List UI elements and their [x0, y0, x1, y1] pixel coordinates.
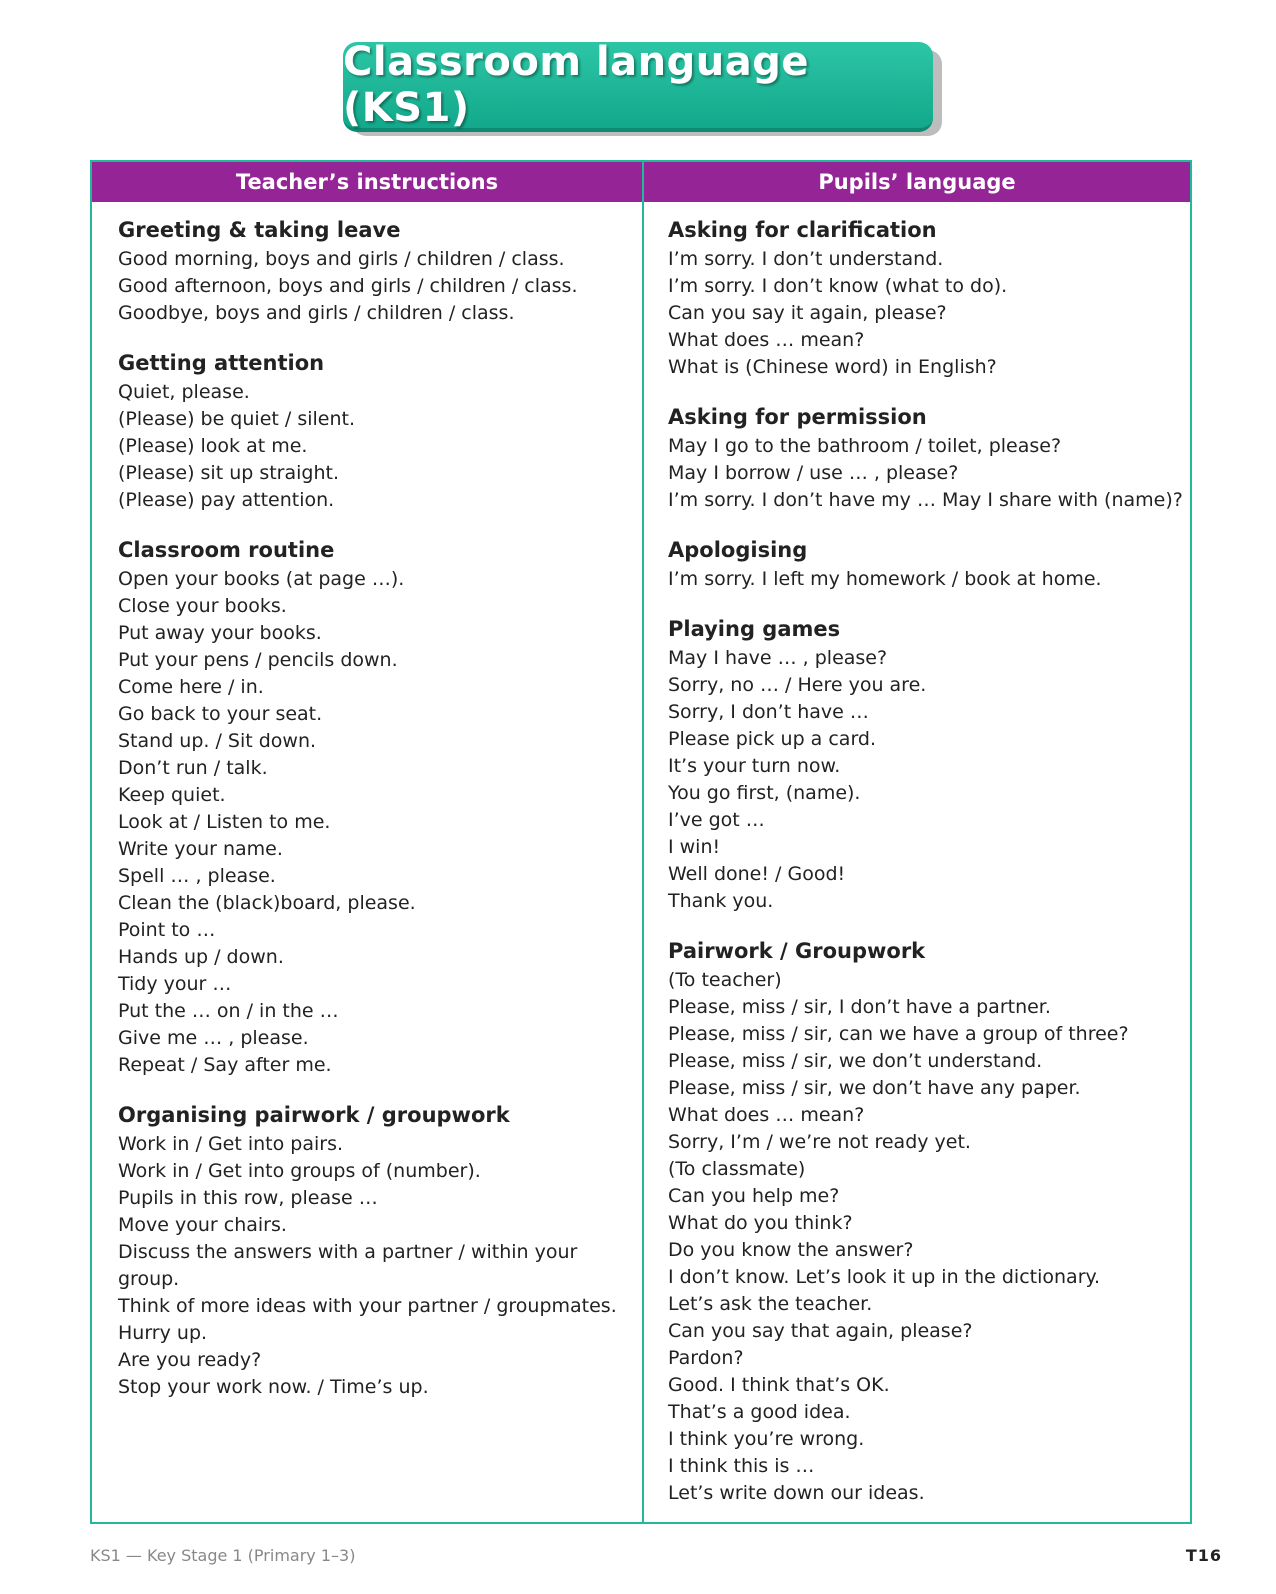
phrase-line: Look at / Listen to me.: [118, 811, 331, 833]
phrase-line: I win!: [668, 836, 721, 858]
footer-note: KS1 — Key Stage 1 (Primary 1–3): [90, 1546, 356, 1565]
phrase-line: Please, miss / sir, I don’t have a partner.: [668, 996, 1051, 1018]
phrase-line: Sorry, no … / Here you are.: [668, 674, 927, 696]
phrase-line: Move your chairs.: [118, 1214, 287, 1236]
phrase-line: What is (Chinese word) in English?: [668, 356, 997, 378]
phrase-line: Please, miss / sir, we don’t have any paper.: [668, 1077, 1081, 1099]
phrase-line: I don’t know. Let’s look it up in the dictionary.: [668, 1266, 1101, 1288]
phrase-line: What does … mean?: [668, 1104, 865, 1126]
phrase-line: Quiet, please.: [118, 381, 250, 403]
phrase-line: May I borrow / use … , please?: [668, 462, 959, 484]
section-title: Playing games: [668, 617, 841, 641]
section: [118, 534, 624, 1079]
section-title: Organising pairwork / groupwork: [118, 1103, 510, 1127]
phrase-line: Tidy your …: [118, 973, 232, 995]
teacher-instructions-column: [118, 214, 624, 1421]
phrase-line: It’s your turn now.: [668, 755, 841, 777]
section-title: Getting attention: [118, 351, 325, 375]
phrase-line: (Please) be quiet / silent.: [118, 408, 355, 430]
phrase-line: Sorry, I don’t have …: [668, 701, 869, 723]
phrase-line: Repeat / Say after me.: [118, 1054, 332, 1076]
phrase-line: Pardon?: [668, 1347, 744, 1369]
phrase-line: group.: [118, 1268, 180, 1290]
phrase-line: I’m sorry. I left my homework / book at home.: [668, 568, 1102, 590]
page-number: T16: [1185, 1546, 1222, 1565]
phrase-line: Clean the (black)board, please.: [118, 892, 416, 914]
language-table: [90, 160, 1192, 1524]
pupils-language-column: [668, 214, 1188, 1527]
phrase-line: May I have … , please?: [668, 647, 888, 669]
phrase-line: Stop your work now. / Time’s up.: [118, 1376, 429, 1398]
section-title: Pairwork / Groupwork: [668, 939, 926, 963]
phrase-line: Thank you.: [668, 890, 774, 912]
section: [118, 1099, 624, 1401]
phrase-line: Goodbye, boys and girls / children / class.: [118, 302, 515, 324]
phrase-line: Open your books (at page …).: [118, 568, 405, 590]
phrase-line: Point to …: [118, 919, 216, 941]
phrase-line: What does … mean?: [668, 329, 865, 351]
phrase-line: Keep quiet.: [118, 784, 226, 806]
phrase-line: (To teacher): [668, 969, 782, 991]
phrase-line: Discuss the answers with a partner / within your: [118, 1241, 578, 1263]
phrase-line: Don’t run / talk.: [118, 757, 268, 779]
phrase-line: I’m sorry. I don’t understand.: [668, 248, 944, 270]
phrase-line: Please, miss / sir, we don’t understand.: [668, 1050, 1043, 1072]
section-title: Asking for clarification: [668, 218, 937, 242]
section-title: Classroom routine: [118, 538, 335, 562]
phrase-line: Please, miss / sir, can we have a group of three?: [668, 1023, 1129, 1045]
phrase-line: Sorry, I’m / we’re not ready yet.: [668, 1131, 971, 1153]
phrase-line: Stand up. / Sit down.: [118, 730, 317, 752]
phrase-line: Please pick up a card.: [668, 728, 877, 750]
phrase-line: May I go to the bathroom / toilet, please?: [668, 435, 1062, 457]
phrase-line: (Please) pay attention.: [118, 489, 335, 511]
section: [668, 534, 1188, 593]
phrase-line: Put the … on / in the …: [118, 1000, 339, 1022]
phrase-line: I’m sorry. I don’t have my … May I share with (name)?: [668, 489, 1183, 511]
section: [118, 214, 624, 327]
section: [668, 401, 1188, 514]
phrase-line: Hurry up.: [118, 1322, 208, 1344]
phrase-line: Think of more ideas with your partner / groupmates.: [118, 1295, 617, 1317]
phrase-line: I’ve got …: [668, 809, 765, 831]
phrase-line: Come here / in.: [118, 676, 264, 698]
section-title: Asking for permission: [668, 405, 927, 429]
phrase-line: I think this is …: [668, 1455, 815, 1477]
teacher-column-header: Teacher’s instructions: [92, 162, 642, 202]
phrase-line: Work in / Get into groups of (number).: [118, 1160, 481, 1182]
phrase-line: Good. I think that’s OK.: [668, 1374, 890, 1396]
phrase-line: Write your name.: [118, 838, 283, 860]
phrase-line: Good afternoon, boys and girls / children / class.: [118, 275, 578, 297]
phrase-line: I think you’re wrong.: [668, 1428, 865, 1450]
section-title: Apologising: [668, 538, 808, 562]
phrase-line: Go back to your seat.: [118, 703, 323, 725]
phrase-line: Can you say that again, please?: [668, 1320, 973, 1342]
phrase-line: Pupils in this row, please …: [118, 1187, 378, 1209]
section: [668, 613, 1188, 915]
phrase-line: That’s a good idea.: [668, 1401, 851, 1423]
phrase-line: Put your pens / pencils down.: [118, 649, 398, 671]
page-title: Classroom language (KS1): [343, 39, 810, 131]
column-divider: [642, 162, 644, 1522]
section: [118, 347, 624, 514]
phrase-line: (To classmate): [668, 1158, 806, 1180]
phrase-line: Well done! / Good!: [668, 863, 846, 885]
phrase-line: Spell … , please.: [118, 865, 276, 887]
section-title: Greeting & taking leave: [118, 218, 401, 242]
phrase-line: Let’s ask the teacher.: [668, 1293, 873, 1315]
phrase-line: Do you know the answer?: [668, 1239, 914, 1261]
phrase-line: You go first, (name).: [668, 782, 861, 804]
phrase-line: Can you help me?: [668, 1185, 840, 1207]
phrase-line: Put away your books.: [118, 622, 322, 644]
phrase-line: (Please) sit up straight.: [118, 462, 340, 484]
phrase-line: Work in / Get into pairs.: [118, 1133, 344, 1155]
pupils-column-header: Pupils’ language: [644, 162, 1190, 202]
phrase-line: Let’s write down our ideas.: [668, 1482, 925, 1504]
section: [668, 935, 1188, 1507]
phrase-line: (Please) look at me.: [118, 435, 308, 457]
phrase-line: Can you say it again, please?: [668, 302, 947, 324]
phrase-line: Give me … , please.: [118, 1027, 309, 1049]
phrase-line: What do you think?: [668, 1212, 853, 1234]
phrase-line: Hands up / down.: [118, 946, 284, 968]
section: [668, 214, 1188, 381]
phrase-line: Are you ready?: [118, 1349, 262, 1371]
phrase-line: I’m sorry. I don’t know (what to do).: [668, 275, 1008, 297]
phrase-line: Close your books.: [118, 595, 287, 617]
title-banner: [343, 39, 933, 132]
phrase-line: Good morning, boys and girls / children / class.: [118, 248, 565, 270]
